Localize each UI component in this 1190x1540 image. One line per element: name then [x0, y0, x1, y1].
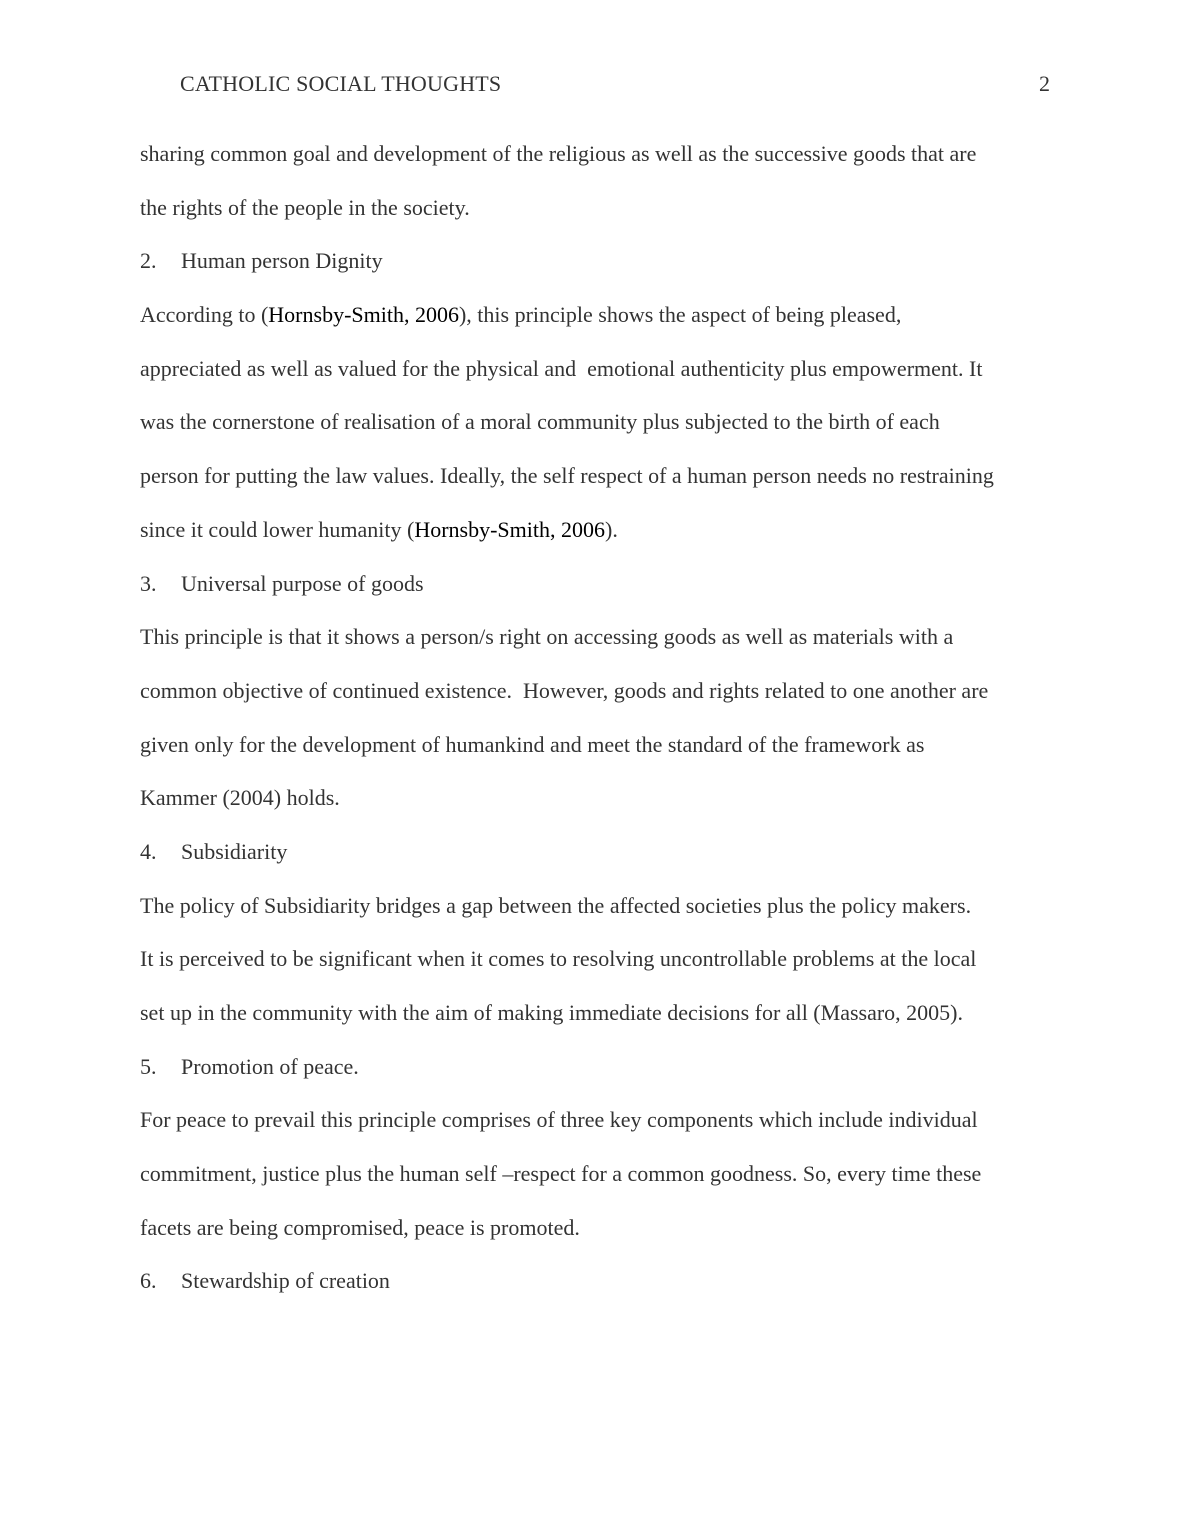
- section-heading-5: [140, 1040, 1055, 1094]
- paragraph-line: For peace to prevail this principle comprises of three key components which include individual: [140, 1107, 978, 1133]
- text-run: ), this principle shows the aspect of being pleased,: [458, 302, 902, 328]
- paragraph-line: sharing common goal and development of the religious as well as the successive goods that are: [140, 141, 977, 166]
- paragraph-line: person for putting the law values. Ideally, the self respect of a human person needs no restraining: [140, 463, 994, 489]
- paragraph-line: This principle is that it shows a person/s right on accessing goods as well as materials with a: [140, 624, 954, 650]
- text-run: ).: [605, 516, 618, 542]
- section-heading-2: [140, 234, 1055, 288]
- section-number: 4.: [140, 838, 157, 864]
- paragraph-line: It is perceived to be significant when it comes to resolving uncontrollable problems at the local: [140, 946, 977, 972]
- section-title: Stewardship of creation: [181, 1268, 390, 1294]
- text-run: According to (: [140, 302, 269, 328]
- paragraph-line: given only for the development of humankind and meet the standard of the framework as: [140, 731, 925, 757]
- paragraph-line: Kammer (2004) holds.: [140, 785, 340, 811]
- section-title: Universal purpose of goods: [181, 570, 424, 596]
- section-title: Human person Dignity: [181, 248, 383, 274]
- paragraph-line: facets are being compromised, peace is promoted.: [140, 1214, 580, 1240]
- section-heading-4: [140, 825, 1055, 879]
- paragraph-line: common objective of continued existence. However, goods and rights related to one another are: [140, 677, 989, 703]
- paragraph-line: appreciated as well as valued for the physical and emotional authenticity plus empowerment. It: [140, 355, 983, 381]
- paragraph-line: [140, 288, 1055, 342]
- section-number: 3.: [140, 570, 157, 596]
- paragraph-line: was the cornerstone of realisation of a moral community plus subjected to the birth of each: [140, 409, 940, 435]
- paragraph-line: The policy of Subsidiarity bridges a gap between the affected societies plus the policy makers.: [140, 892, 972, 918]
- page-number: 2: [1039, 71, 1050, 96]
- paragraph-line: the rights of the people in the society.: [140, 194, 470, 220]
- section-title: Promotion of peace.: [181, 1053, 359, 1079]
- section-heading-6: [140, 1254, 1055, 1308]
- section-number: 2.: [140, 248, 157, 274]
- paragraph-line: [140, 503, 1055, 557]
- citation: Hornsby-Smith, 2006: [268, 302, 459, 328]
- citation: Hornsby-Smith, 2006: [414, 516, 606, 542]
- paragraph-line: commitment, justice plus the human self –respect for a common goodness. So, every time these: [140, 1161, 982, 1187]
- header-title: CATHOLIC SOCIAL THOUGHTS: [180, 71, 502, 96]
- section-title: Subsidiarity: [181, 838, 288, 864]
- section-number: 6.: [140, 1268, 157, 1294]
- document-body: [140, 127, 1055, 1308]
- section-number: 5.: [140, 1053, 157, 1079]
- paragraph-line: set up in the community with the aim of making immediate decisions for all (Massaro, 2005).: [140, 1000, 964, 1025]
- running-header: [180, 70, 1050, 98]
- text-run: since it could lower humanity (: [140, 516, 415, 542]
- section-heading-3: [140, 557, 1055, 611]
